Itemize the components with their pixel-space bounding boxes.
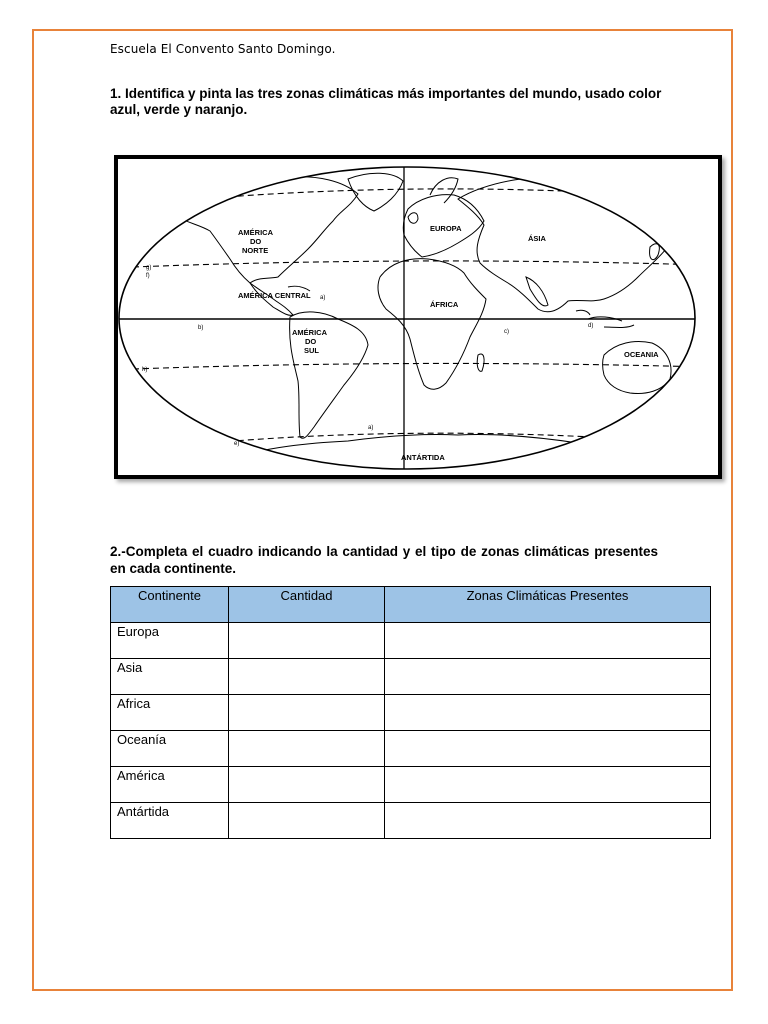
table-row <box>111 803 711 839</box>
table-row <box>111 695 711 731</box>
cell-continent: Europa <box>111 623 229 659</box>
svg-text:AMÉRICA: AMÉRICA <box>292 328 327 337</box>
india-outline <box>526 277 548 306</box>
new-zealand-outline <box>685 387 691 400</box>
cell-quantity[interactable] <box>229 659 385 695</box>
school-name: Escuela El Convento Santo Domingo. <box>110 42 336 56</box>
header-cantidad: Cantidad <box>229 587 385 623</box>
map-label-africa: ÁFRICA <box>430 300 459 309</box>
madagascar-outline <box>477 354 484 371</box>
world-map-drawing <box>118 159 718 475</box>
map-label-oceania: OCEANIA <box>624 350 659 359</box>
map-label-asia: ÁSIA <box>528 234 546 243</box>
cell-continent: Africa <box>111 695 229 731</box>
svg-text:DO: DO <box>305 337 317 346</box>
table-row <box>111 731 711 767</box>
map-marker-b: b) <box>198 325 204 331</box>
map-marker-g: g) <box>146 265 152 271</box>
cell-continent: Oceanía <box>111 731 229 767</box>
cell-continent: Asia <box>111 659 229 695</box>
question-2-text: 2.-Completa el cuadro indicando la cantidad y el tipo de zonas climáticas presentes en cada continente. <box>110 544 658 576</box>
africa-outline <box>378 259 486 390</box>
map-marker-f: f) <box>146 273 150 279</box>
scandinavia-outline <box>430 178 458 203</box>
cell-continent: América <box>111 767 229 803</box>
cell-zones[interactable] <box>385 695 711 731</box>
map-marker-a2: a) <box>368 425 374 431</box>
cell-zones[interactable] <box>385 803 711 839</box>
cell-zones[interactable] <box>385 731 711 767</box>
map-label-south-america <box>292 328 328 355</box>
cell-zones[interactable] <box>385 623 711 659</box>
tropic-cancer-line <box>133 261 703 267</box>
cell-quantity[interactable] <box>229 731 385 767</box>
map-marker-h: h) <box>142 367 148 373</box>
question-1-text: 1. Identifica y pinta las tres zonas climáticas más importantes del mundo, usado color azul, verde y naranjo. <box>110 86 662 117</box>
header-continente: Continente <box>111 587 229 623</box>
world-map <box>114 155 722 479</box>
cell-quantity[interactable] <box>229 767 385 803</box>
cell-quantity[interactable] <box>229 803 385 839</box>
map-label-north-america <box>238 228 274 255</box>
cell-quantity[interactable] <box>229 623 385 659</box>
cell-zones[interactable] <box>385 767 711 803</box>
cell-quantity[interactable] <box>229 695 385 731</box>
asia-outline <box>458 176 680 312</box>
table-row <box>111 623 711 659</box>
header-zonas: Zonas Climáticas Presentes <box>385 587 711 623</box>
map-marker-a1: a) <box>320 295 326 301</box>
british-isles-outline <box>408 213 418 224</box>
cell-continent: Antártida <box>111 803 229 839</box>
svg-text:DO: DO <box>250 237 262 246</box>
map-marker-e: e) <box>234 441 240 447</box>
table-row <box>111 767 711 803</box>
svg-text:SUL: SUL <box>304 346 319 355</box>
map-label-central-america: AMÉRICA CENTRAL <box>238 291 311 300</box>
map-label-europe: EUROPA <box>430 224 462 233</box>
climate-zones-table <box>110 586 711 839</box>
map-label-antarctica: ANTÁRTIDA <box>401 453 445 462</box>
table-header-row <box>111 587 711 623</box>
map-marker-c: c) <box>504 329 509 335</box>
svg-text:NORTE: NORTE <box>242 246 269 255</box>
cell-zones[interactable] <box>385 659 711 695</box>
table-row <box>111 659 711 695</box>
svg-text:AMÉRICA: AMÉRICA <box>238 228 273 237</box>
map-marker-d: d) <box>588 323 594 329</box>
